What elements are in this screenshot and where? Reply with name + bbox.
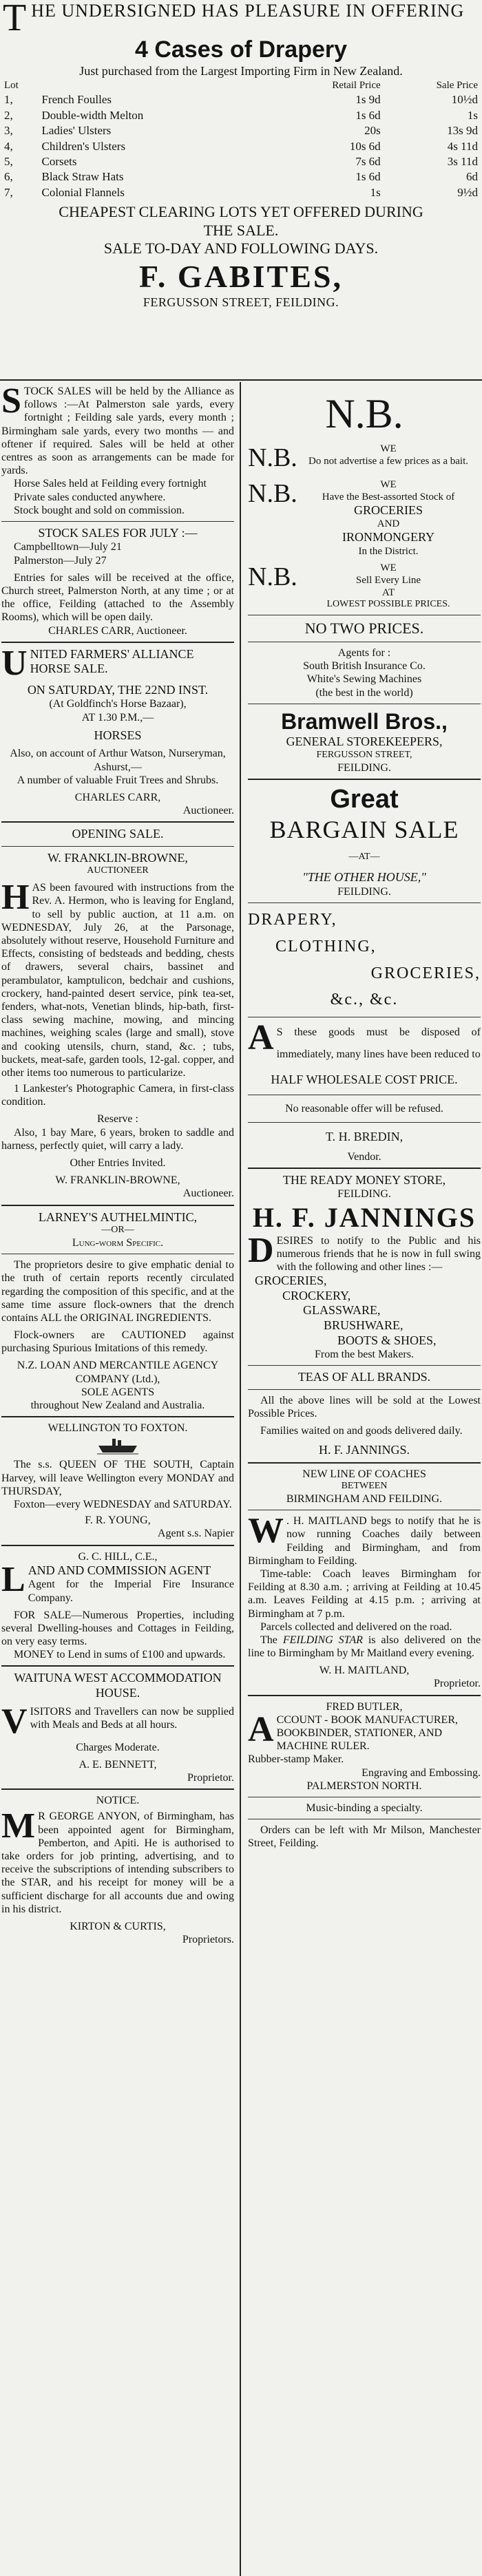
bargain-body: S these goods must be disposed of immediately, many lines have been reduced to xyxy=(276,1026,481,1061)
lot-no: 1, xyxy=(4,93,13,107)
foxton-sign: F. R. YOUNG, xyxy=(85,1514,151,1527)
larney-advert xyxy=(1,1210,234,1413)
notice-advert xyxy=(1,1794,234,1946)
larney-or: —OR— xyxy=(101,1225,134,1236)
opening-reserve: Reserve : xyxy=(97,1113,138,1126)
drop-cap: A xyxy=(248,1709,274,1749)
bramwell-role: GENERAL STOREKEEPERS, xyxy=(286,735,443,749)
coaches-table: Time-table: Coach leaves Birmingham for Feilding at 8.30 a.m. ; arriving at Feilding at 10.45 a.m. Leaves Feilding at 4.15 p.m. ; arriving at Birmingham at 7 p.m. xyxy=(248,1567,481,1620)
drop-cap: L xyxy=(1,1559,25,1599)
bargain-house: "THE OTHER HOUSE," xyxy=(302,870,426,885)
lot-row xyxy=(3,154,479,169)
jannings-brushware: BRUSHWARE, xyxy=(324,1318,404,1332)
entries: Entries for sales will be received at the office, Church street, Palmerston North, at any time ; or at the office, Feilding (attached to the Assembly Rooms), which will be open daily. xyxy=(1,571,234,624)
united-also: Also, on account of Arthur Watson, Nurseryman, Ashurst,— xyxy=(10,748,226,773)
coaches-sign: W. H. MAITLAND, xyxy=(319,1665,410,1677)
lot-no: 4, xyxy=(4,139,13,153)
nb-stock: Have the Best-assorted Stock of xyxy=(322,491,455,503)
lot-item: Children's Ulsters xyxy=(41,139,126,153)
lot-no: 6, xyxy=(4,170,13,184)
larney-body: The proprietors desire to give emphatic denial to the truth of certain reports recently circulated regarding the composition of this specific, and at the same time assure flock-owners that the drench contains ALL the ORIGINAL INGREDIENTS. xyxy=(1,1259,234,1324)
lot-row xyxy=(3,139,479,154)
lot-retail: 1s 6d xyxy=(355,108,381,122)
nb-white: White's Sewing Machines xyxy=(306,673,422,686)
lot-row xyxy=(3,123,479,138)
jannings-glassware: GLASSWARE, xyxy=(303,1303,381,1318)
col-sale: Sale Price xyxy=(436,80,478,92)
lot-no: 3, xyxy=(4,124,13,138)
nb-heading: N.B. xyxy=(325,391,404,436)
united-sign-2: Auctioneer. xyxy=(182,805,234,817)
united-head: NITED FARMERS' ALLIANCE HORSE SALE. xyxy=(30,646,194,676)
larney-where: throughout New Zealand and Australia. xyxy=(30,1400,205,1412)
nb-lowest: LOWEST POSSIBLE PRICES. xyxy=(326,598,450,609)
united-trees: A number of valuable Fruit Trees and Shrubs. xyxy=(17,774,219,786)
drop-cap: D xyxy=(248,1230,274,1270)
drapery-line-1: CHEAPEST CLEARING LOTS YET OFFERED DURING xyxy=(59,203,423,221)
jannings-makers: From the best Makers. xyxy=(315,1349,414,1361)
stock-sales-sign: CHARLES CARR, Auctioneer. xyxy=(48,624,187,637)
waituna-advert xyxy=(1,1671,234,1784)
lot-no: 5, xyxy=(4,154,13,168)
nb-mark: N.B. xyxy=(248,443,297,472)
coaches-route: BIRMINGHAM AND FEILDING. xyxy=(286,1493,443,1506)
opening-other: Other Entries Invited. xyxy=(70,1157,166,1170)
stock-sales-body: TOCK SALES will be held by the Alliance as follows :—At Palmerston sale yards, every fortnight ; Feilding sale yards, every month ; Birmingham sale yards, every two months — and oftener if required. Sales will be held at other centres as soon as arrangements can be made for yards. xyxy=(1,386,234,477)
bargain-great: Great xyxy=(330,784,399,814)
lot-item: Double-width Melton xyxy=(41,108,144,122)
stock-sales-p4: Stock bought and sold on commission. xyxy=(14,504,185,516)
drop-cap: M xyxy=(1,1806,36,1846)
larney-agents: SOLE AGENTS xyxy=(81,1386,155,1398)
drapery-advert xyxy=(0,0,482,382)
larney-agency: N.Z. LOAN AND MERCANTILE AGENCY COMPANY (Ltd.), xyxy=(17,1360,219,1385)
butler-advert xyxy=(248,1700,481,1850)
butler-orders: Orders can be left with Mr Milson, Manchester Street, Feilding. xyxy=(248,1824,481,1850)
right-column xyxy=(242,382,482,2576)
bargain-town: FEILDING. xyxy=(337,885,391,898)
butler-name: FRED BUTLER, xyxy=(326,1700,403,1713)
drapery-subtitle: Just purchased from the Largest Importing Firm in New Zealand. xyxy=(79,63,403,78)
jannings-store: THE READY MONEY STORE, xyxy=(282,1172,446,1187)
foxton-back: Foxton—every WEDNESDAY and SATURDAY. xyxy=(14,1498,232,1510)
lot-no: 7, xyxy=(4,185,13,199)
nb-row xyxy=(248,443,481,474)
bramwell-town: FEILDING. xyxy=(337,761,391,774)
coaches-star-name: FEILDING STAR xyxy=(282,1634,363,1646)
lot-item: Corsets xyxy=(41,154,77,168)
opening-camera: 1 Lankester's Photographic Camera, in first-class condition. xyxy=(1,1083,234,1108)
lot-retail: 10s 6d xyxy=(349,139,381,153)
col-lot: Lot xyxy=(4,80,19,92)
larney-sub: Lung-worm Specific. xyxy=(72,1236,164,1249)
united-time: AT 1.30 P.M.,— xyxy=(81,711,154,724)
bramwell-advert xyxy=(248,389,481,774)
drop-cap: H xyxy=(1,878,30,918)
drapery-line-3: SALE TO-DAY AND FOLLOWING DAYS. xyxy=(103,239,379,257)
jannings-advert xyxy=(248,1173,481,1458)
nb-mark: N.B. xyxy=(248,562,297,591)
july-2: Palmerston—July 27 xyxy=(14,554,107,567)
lot-retail: 1s xyxy=(370,185,381,199)
lot-item: Black Straw Hats xyxy=(41,170,124,184)
larney-caution: Flock-owners are CAUTIONED against purchasing Spurious Imitations of this remedy. xyxy=(1,1329,234,1355)
coaches-star-post: is also delivered on the line to Birmingham by Mr Maitland every evening. xyxy=(248,1634,481,1660)
waituna-body: ISITORS and Travellers can now be supplied with Meals and Beds at all hours. xyxy=(30,1705,234,1731)
lot-row xyxy=(3,108,479,123)
nb-we: WE xyxy=(380,562,397,573)
nb-and: AND xyxy=(377,518,400,530)
stock-sales-p2: Horse Sales held at Feilding every fortnight xyxy=(14,478,207,490)
hill-sale: FOR SALE—Numerous Properties, including several Dwelling-houses and Cottages in Feilding, on very easy terms. xyxy=(1,1609,234,1648)
butler-rubber: Rubber-stamp Maker. xyxy=(248,1753,344,1766)
steamer-icon xyxy=(97,1437,138,1455)
opening-body: AS been favoured with instructions from the Rev. A. Hermon, who is leaving for England, to sell by public auction, at 11 a.m. on WEDNESDAY, July 26, at the Parsonage, absolutely without reserve, Household Furniture and Effects, consisting of bedsteads and bedding, chests of drawers, several chairs, bassinet and perambulator, kamptulicon, bedchair and cushions, crockery, hand-painted desert service, pink tea-set, fenders, what-nots, Venetian blinds, hip-bath, first-class sewing machine, mowing, and mincing machines, weighing scales (large and small), stove and cooking utensils, churn, stand, &c. ; tubs, buckets, meat-safe, garden tools, 12-gal. copper, and other items too numerous to particularize. xyxy=(1,882,234,1079)
lot-row xyxy=(3,92,479,107)
foxton-title: WELLINGTON TO FOXTON. xyxy=(48,1422,188,1435)
left-column xyxy=(0,382,238,2576)
bargain-clothing: CLOTHING, xyxy=(275,937,377,956)
lot-sale: 4s 11d xyxy=(447,139,478,153)
lot-row xyxy=(3,169,479,184)
jannings-teas: TEAS OF ALL BRANDS. xyxy=(297,1370,431,1384)
bargain-title: BARGAIN SALE xyxy=(269,816,459,844)
bargain-drapery: DRAPERY, xyxy=(248,911,337,929)
drop-cap: T xyxy=(3,0,28,36)
drapery-line-2: THE SALE. xyxy=(203,221,279,239)
drop-cap: V xyxy=(1,1701,28,1741)
nb-district: In the District. xyxy=(358,545,419,557)
butler-head: CCOUNT - BOOK MANUFACTURER, BOOKBINDER, STATIONER, AND MACHINE RULER. xyxy=(276,1713,458,1753)
notice-sign: KIRTON & CURTIS, xyxy=(70,1920,166,1932)
lot-sale: 6d xyxy=(466,170,478,184)
coaches-sign-2: Proprietor. xyxy=(434,1678,481,1690)
hill-agent: Agent for the Imperial Fire Insurance Company. xyxy=(28,1579,234,1604)
jannings-sign: H. F. JANNINGS. xyxy=(318,1443,410,1457)
opening-name: W. FRANKLIN-BROWNE, xyxy=(48,850,188,865)
bargain-groceries: GROCERIES, xyxy=(370,964,481,982)
opening-sign-2: Auctioneer. xyxy=(182,1187,234,1200)
column-divider xyxy=(240,382,241,2576)
butler-music: Music-binding a specialty. xyxy=(306,1802,423,1814)
waituna-title: WAITUNA WEST ACCOMMODATION HOUSE. xyxy=(14,1671,222,1700)
drapery-heading-text: HE UNDERSIGNED HAS PLEASURE IN OFFERING xyxy=(31,1,465,21)
notice-title: NOTICE. xyxy=(96,1795,140,1807)
butler-town: PALMERSTON NORTH. xyxy=(306,1780,422,1792)
jannings-crockery: CROCKERY, xyxy=(282,1288,351,1302)
bramwell-name: Bramwell Bros., xyxy=(281,708,448,734)
nb-every-line: Sell Every Line xyxy=(355,574,421,586)
united-place: (At Goldfinch's Horse Bazaar), xyxy=(49,698,187,710)
jannings-town: FEILDING. xyxy=(337,1188,391,1201)
nb-agents: Agents for : xyxy=(337,646,391,659)
coaches-between: BETWEEN xyxy=(341,1481,388,1492)
jannings-groceries: GROCERIES, xyxy=(255,1274,327,1288)
nb-we: WE xyxy=(380,478,397,490)
nb-mark: N.B. xyxy=(248,478,297,508)
nb-ironmongery: IRONMONGERY xyxy=(342,530,434,545)
nb-we: WE xyxy=(380,443,397,454)
opening-role: AUCTIONEER xyxy=(87,865,149,876)
bramwell-street: FERGUSSON STREET, xyxy=(316,749,412,760)
col-retail: Retail Price xyxy=(332,80,381,92)
waituna-sign: A. E. BENNETT, xyxy=(78,1758,157,1771)
divider xyxy=(0,379,482,381)
lot-row xyxy=(3,185,479,200)
lot-no: 2, xyxy=(4,108,13,122)
bargain-sign: T. H. BREDIN, xyxy=(325,1130,404,1144)
lot-item: French Foulles xyxy=(41,93,112,107)
gabites-address: FERGUSSON STREET, FEILDING. xyxy=(143,295,339,310)
hill-money: MONEY to Lend in sums of £100 and upwards. xyxy=(14,1649,226,1661)
united-date: ON SATURDAY, THE 22ND INST. xyxy=(27,682,209,697)
foxton-sign-2: Agent s.s. Napier xyxy=(157,1528,234,1540)
gabites-name: F. GABITES, xyxy=(139,259,343,295)
bargain-refused: No reasonable offer will be refused. xyxy=(285,1102,443,1115)
lot-retail: 1s 9d xyxy=(355,93,381,107)
nb-at: AT xyxy=(381,587,395,598)
lot-sale: 9½d xyxy=(457,185,478,199)
waituna-sign-2: Proprietor. xyxy=(187,1772,234,1784)
stock-sales-advert xyxy=(1,382,234,637)
july-1: Campbelltown—July 21 xyxy=(14,541,122,553)
nb-row xyxy=(248,478,481,558)
opening-title: OPENING SALE. xyxy=(72,827,164,841)
notice-body: R GEORGE ANYON, of Birmingham, has been appointed agent for Birmingham, Pemberton, and Apiti. He is authorised to take orders for job printing, advertising, and to receive the subscriptions of intending subscribers to the STAR, and his receipt for money will be a sufficient discharge for all accounts due and owing in his district. xyxy=(1,1810,234,1915)
drop-cap: A xyxy=(248,1018,274,1058)
coaches-title: NEW LINE OF COACHES xyxy=(302,1468,426,1481)
bargain-etc: &c., &c. xyxy=(330,991,399,1009)
drop-cap: U xyxy=(1,643,28,683)
waituna-charges: Charges Moderate. xyxy=(76,1741,160,1753)
nb-no-two-prices: NO TWO PRICES. xyxy=(304,619,424,637)
hill-head: AND AND COMMISSION AGENT xyxy=(28,1563,211,1577)
united-advert xyxy=(1,643,234,818)
united-horses: HORSES xyxy=(94,728,142,742)
nb-groceries: GROCERIES xyxy=(353,503,423,517)
drop-cap: S xyxy=(1,382,21,421)
nb-bait: Do not advertise a few prices as a bait. xyxy=(308,456,468,467)
jannings-families: Families waited on and goods delivered daily. xyxy=(260,1425,463,1437)
jannings-boots: BOOTS & SHOES, xyxy=(337,1333,437,1347)
coaches-advert xyxy=(248,1468,481,1691)
drop-cap: W xyxy=(248,1511,284,1551)
lot-sale: 10½d xyxy=(451,93,478,107)
lot-sale: 13s 9d xyxy=(447,124,478,138)
butler-engraving: Engraving and Embossing. xyxy=(362,1766,481,1779)
stock-sales-p3: Private sales conducted anywhere. xyxy=(14,491,166,503)
opening-mare: Also, 1 bay Mare, 6 years, broken to saddle and harness, perfectly quiet, will carry a lady. xyxy=(1,1126,234,1152)
lot-retail: 7s 6d xyxy=(355,154,381,168)
bargain-at: —AT— xyxy=(348,852,380,863)
bargain-advert xyxy=(248,784,481,1163)
july-title: STOCK SALES FOR JULY :— xyxy=(38,525,198,540)
coaches-star-pre: The xyxy=(260,1634,277,1646)
lot-item: Colonial Flannels xyxy=(41,185,125,199)
bargain-half: HALF WHOLESALE COST PRICE. xyxy=(271,1073,458,1087)
notice-sign-2: Proprietors. xyxy=(182,1934,234,1946)
nb-insurance: South British Insurance Co. xyxy=(303,660,426,673)
lot-retail: 1s 6d xyxy=(355,170,381,184)
lot-retail: 20s xyxy=(364,124,381,138)
united-sign: CHARLES CARR, xyxy=(74,791,161,803)
lot-item: Ladies' Ulsters xyxy=(41,124,112,138)
foxton-advert xyxy=(1,1422,234,1540)
lot-table-header xyxy=(3,78,479,92)
coaches-body: . H. MAITLAND begs to notify that he is now running Coaches daily between Feilding and Birmingham, and from Birmingham to Feilding. xyxy=(248,1515,481,1567)
lot-sale: 1s xyxy=(467,108,478,122)
hill-advert xyxy=(1,1550,234,1662)
drapery-heading xyxy=(3,0,479,36)
drapery-title: 4 Cases of Drapery xyxy=(134,36,348,63)
jannings-name: H. F. JANNINGS xyxy=(252,1201,476,1233)
hill-name: G. C. HILL, C.E., xyxy=(78,1550,158,1563)
coaches-parcels: Parcels collected and delivered on the road. xyxy=(260,1620,452,1633)
lot-table xyxy=(3,78,479,200)
nb-row xyxy=(248,562,481,611)
lot-sale: 3s 11d xyxy=(447,154,478,168)
bargain-vendor: Vendor. xyxy=(347,1150,381,1163)
nb-best: (the best in the world) xyxy=(315,686,413,699)
jannings-all: All the above lines will be sold at the Lowest Possible Prices. xyxy=(248,1394,481,1420)
larney-title: LARNEY'S AUTHELMINTIC, xyxy=(38,1210,198,1224)
foxton-body: The s.s. QUEEN OF THE SOUTH, Captain Harvey, will leave Wellington every MONDAY and THURSDAY, xyxy=(1,1459,234,1497)
opening-sign: W. FRANKLIN-BROWNE, xyxy=(55,1174,180,1187)
opening-sale-advert xyxy=(1,827,234,1200)
jannings-body: ESIRES to notify to the Public and his numerous friends that he is now in full swing with the following and other lines :— xyxy=(276,1234,481,1273)
